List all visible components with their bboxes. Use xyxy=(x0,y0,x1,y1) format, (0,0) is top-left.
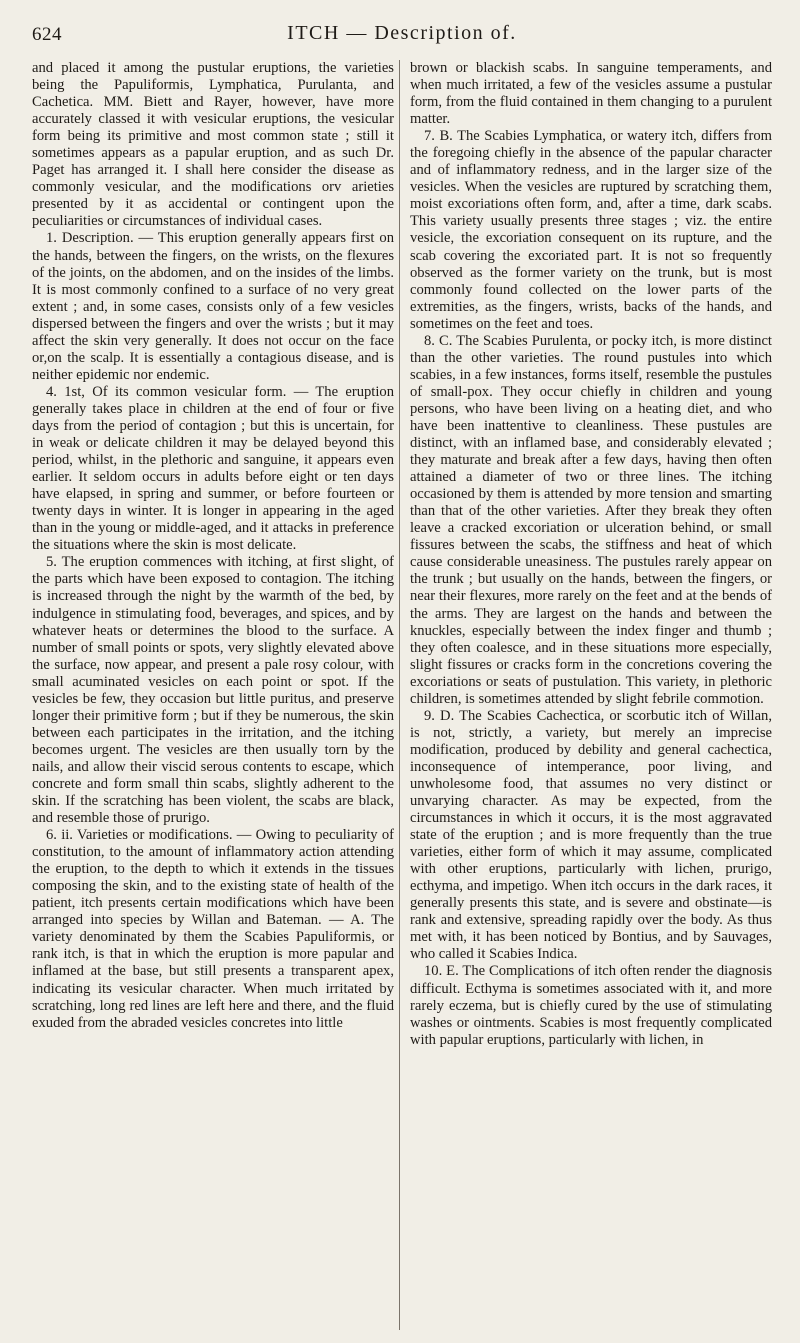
paragraph: 8. C. The Scabies Purulenta, or pocky itch, is more distinct than the other varieties. The round pustules into which scabies, in a few instances, forms itself, resemble the pustules of small-pox. They occur chiefly in children and young persons, who have been living on a heating diet, and who have been inattentive to cleanliness. These pustules are distinct, with an inflamed base, and considerably elevated ; they maturate and break after a few days, having then often attained a diameter of two or three lines. The itching occasioned by them is attended by more tension and smarting than that of the other varieties. After they break they often leave a cracked excoriation or ulceration behind, or small fissures between the scabs, the stiffness and heat of which cause considerable uneasiness. The pustules rarely appear on the trunk ; but usually on the hands, between the fingers, or near their flexures, more rarely on the feet and at the bends of the arms. They are largest on the hands and between the knuckles, especially between the index finger and thumb ; they often coalesce, and in these situations more especially, slight fissures or cracks form in the concretions covering the excoriations or seats of pustulation. This variety, in plethoric children, is sometimes attended by slight febrile commotion. xyxy=(410,332,772,707)
paragraph: 6. ii. Varieties or modifications. — Owing to peculiarity of constitution, to the amount of inflammatory action attending the eruption, to the depth to which it extends in the tissues composing the skin, and to the existing state of health of the patient, itch presents certain modifications which have been arranged into species by Willan and Bateman. — A. The variety denominated by them the Scabies Papuliformis, or rank itch, is that in which the eruption is more papular and inflamed at the base, but still presents a transparent apex, indicating its vesicular character. When much irritated by scratching, long red lines are left here and there, and the fluid exuded from the abraded vesicles concretes into little xyxy=(32,827,394,1031)
paragraph: 1. Description. — This eruption generally appears first on the hands, between the fingers, on the wrists, on the flexures of the joints, on the abdomen, and on the insides of the limbs. It is most commonly confined to a surface of no very great extent ; and, in some cases, consists only of a few vesicles dispersed between the fingers and over the wrists ; but it may affect the skin very generally. It does not occur on the face or,on the scalp. It is essentially a contagious disease, and is neither epidemic nor endemic. xyxy=(32,230,394,383)
right-column xyxy=(410,60,772,1049)
paragraph: brown or blackish scabs. In sanguine temperaments, and when much irritated, a few of the vesicles assume a pustular form, from the fluid contained in them changing to a purulent matter. xyxy=(410,60,772,128)
paragraph: 10. E. The Complications of itch often render the diagnosis difficult. Ecthyma is sometimes associated with it, and more rarely eczema, but is chiefly cured by the use of stimulating washes or ointments. Scabies is most frequently complicated with papular eruptions, particularly with lichen, in xyxy=(410,963,772,1048)
page-number: 624 xyxy=(32,24,62,45)
text-columns xyxy=(32,60,772,1049)
paragraph: 9. D. The Scabies Cachectica, or scorbutic itch of Willan, is not, strictly, a variety, but merely an imprecise modification, produced by debility and general cachectica, inconsequence of intemperance, poor living, and unwholesome food, that assumes no very distinct or unvarying character. As may be expected, from the circumstances in which it occurs, it is the most aggravated state of the eruption ; and is more frequently than the true varieties, either form of which it may assume, complicated with other eruptions, particularly with lichen, prurigo, ecthyma, and impetigo. When itch occurs in the dark races, it generally presents this state, and is severe and obstinate—is rank and extensive, spreading rapidly over the body. As thus met with, it has been noticed by Bontius, and by Sauvages, who called it Scabies Indica. xyxy=(410,707,772,963)
paragraph: and placed it among the pustular eruptions, the varieties being the Papuliformis, Lymphatica, Purulanta, and Cachetica. MM. Biett and Rayer, however, have more accurately classed it with vesicular eruptions, the vesicular form being its primitive and most common state ; still it sometimes appears as a papular eruption, and as such Dr. Paget has arranged it. I shall here consider the disease as commonly vesicular, and the modifications orv arieties presented by it as accidental or contingent upon the peculiarities or circumstances of individual cases. xyxy=(32,60,394,230)
running-head-title: ITCH — Description of. xyxy=(287,22,517,44)
paragraph: 4. 1st, Of its common vesicular form. — The eruption generally takes place in children at the end of four or five days from the period of contagion ; but this is uncertain, for in weak or delicate children it may be delayed beyond this period, whilst, in the plethoric and sanguine, it appears even earlier. It seldom occurs in adults before eight or ten days have elapsed, in spring and summer, or before fourteen or twenty days in winter. It is longer in appearing in the aged than in the young or middle-aged, and it attacks in preference the situations where the skin is most delicate. xyxy=(32,383,394,554)
paragraph: 7. B. The Scabies Lymphatica, or watery itch, differs from the foregoing chiefly in the absence of the papular character and of inflammatory redness, and in the larger size of the vesicles. When the vesicles are ruptured by scratching them, moist excoriations often form, and, after a time, dark scabs. This variety usually presents three stages ; viz. the entire vesicle, the excoriation consequent on its rupture, and the scab covering the excoriated part. It is not so frequently observed as the former variety on the trunk, but is most commonly found collected on the lower parts of the extremities, as the fingers, wrists, backs of the hands, and sometimes on the feet and toes. xyxy=(410,128,772,332)
paragraph: 5. The eruption commences with itching, at first slight, of the parts which have been exposed to contagion. The itching is increased through the night by the warmth of the bed, by indulgence in stimulating food, beverages, and spices, and by whatever heats or determines the blood to the surface. A number of small points or spots, very slightly elevated above the surface, now appear, and present a pale rosy colour, with small acuminated vesicles on each point or spot. If the vesicles be few, they occasion but little puritus, and preserve longer their primitive form ; but if they be numerous, the skin between each participates in the irritation, and the itching becomes urgent. The vesicles are then usually torn by the nails, and allow their viscid serous contents to escape, which concrete and form small thin scabs, slightly adherent to the skin. If the scratching has been violent, the scabs are black, and resemble those of prurigo. xyxy=(32,554,394,827)
left-column xyxy=(32,60,394,1049)
running-head xyxy=(32,22,772,48)
